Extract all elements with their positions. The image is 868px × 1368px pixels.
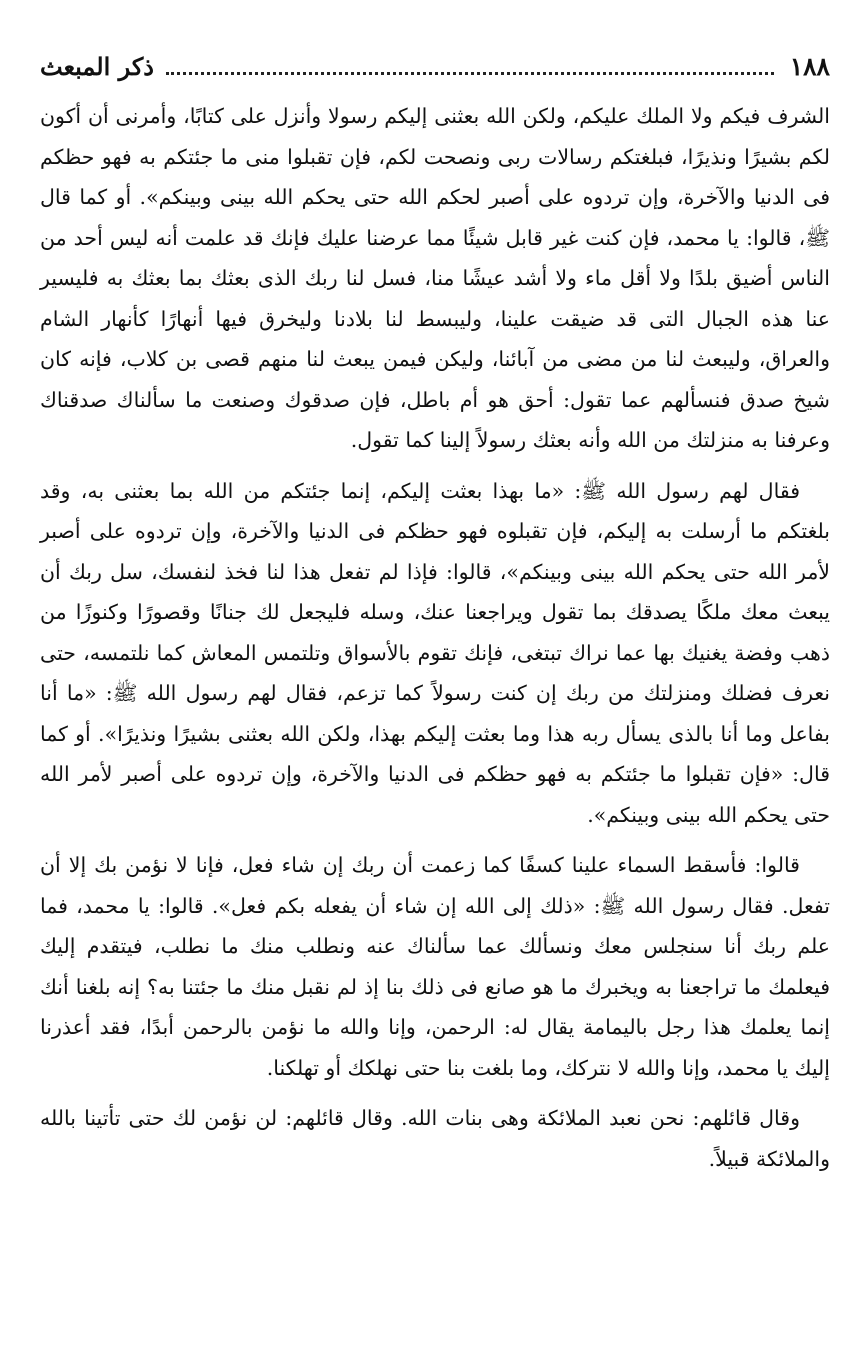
page-number: ١٨٨ [789, 52, 830, 81]
running-header [40, 52, 830, 96]
book-page [40, 52, 830, 1179]
paragraph-3: قالوا: فأسقط السماء علينا كسفًا كما زعمت أن ربك إن شاء فعل، فإنا لا نؤمن بك إلا أن تفعل. فقال رسول الله ﷺ: «ذلك إلى الله إن شاء أن يفعله بكم فعل». قالوا: يا محمد، فما علم ربك أنا سنجلس معك ونسألك عما سألناك عنه ونطلب منك ما نطلب، فيتقدم إليك فيعلمك ما تراجعنا به ويخبرك ما هو صانع فى ذلك بنا إذ لم نقبل منك ما جئتنا به؟ إنه بلغنا أنك إنما يعلمك هذا رجل باليمامة يقال له: الرحمن، وإنا والله ما نؤمن بالرحمن أبدًا، فقد أعذرنا إليك يا محمد، وإنا والله لا نتركك، وما بلغت بنا حتى نهلكك أو تهلكنا. [40, 853, 830, 1080]
body-text [40, 96, 830, 1179]
paragraph-4: وقال قائلهم: نحن نعبد الملائكة وهى بنات الله. وقال قائلهم: لن نؤمن لك حتى تأتينا بالله والملائكة قبيلاً. [40, 1106, 830, 1171]
header-dot-leader [166, 62, 774, 75]
paragraph-1: الشرف فيكم ولا الملك عليكم، ولكن الله بعثنى إليكم رسولا وأنزل على كتابًا، وأمرنى أن أكون لكم بشيرًا ونذيرًا، فبلغتكم رسالات ربى ونصحت لكم، فإن تقبلوا منى ما جئتكم به فهو حظكم فى الدنيا والآخرة، وإن تردوه على أصبر لحكم الله حتى يحكم الله بينى وبينكم». أو كما قال ﷺ، قالوا: يا محمد، فإن كنت غير قابل شيئًا مما عرضنا عليك فإنك قد علمت أنه ليس أحد من الناس أضيق بلدًا ولا أقل ماء ولا أشد عيشًا منا، فسل لنا ربك الذى بعثك بما بعثك به فليسير عنا هذه الجبال التى قد ضيقت علينا، وليبسط لنا بلادنا وليخرق فيها أنهارًا كأنهار الشام والعراق، وليبعث لنا من مضى من آبائنا، وليكن فيمن يبعث لنا منهم قصى بن كلاب، فإنه كان شيخ صدق فنسألهم عما تقول: أحق هو أم باطل، فإن صدقوك وصنعت ما سألناك صدقناك وعرفنا به منزلتك من الله وأنه بعثك رسولاً إلينا كما تقول. [40, 104, 830, 452]
paragraph-2: فقال لهم رسول الله ﷺ: «ما بهذا بعثت إليكم، إنما جئتكم من الله بما بعثنى به، وقد بلغتكم ما أرسلت به إليكم، فإن تقبلوه فهو حظكم فى الدنيا والآخرة، وإن تردوه على أصبر لأمر الله حتى يحكم الله بينى وبينكم»، قالوا: فإذا لم تفعل هذا لنا فخذ لنفسك، سل ربك أن يبعث معك ملكًا يصدقك بما تقول ويراجعنا عنك، وسله فليجعل لك جنانًا وقصورًا وكنوزًا من ذهب وفضة يغنيك بها عما نراك تبتغى، فإنك تقوم بالأسواق وتلتمس المعاش كما نلتمسه، حتى نعرف فضلك ومنزلتك من ربك إن كنت رسولاً كما تزعم، فقال لهم رسول الله ﷺ: «ما أنا بفاعل وما أنا بالذى يسأل ربه هذا وما بعثت إليكم بهذا، ولكن الله بعثنى بشيرًا ونذيرًا». أو كما قال: «فإن تقبلوا ما جئتكم به فهو حظكم فى الدنيا والآخرة، وإن تردوه على أصبر لأمر الله حتى يحكم الله بينى وبينكم». [40, 478, 830, 827]
chapter-title: ذكر المبعث [40, 52, 154, 81]
